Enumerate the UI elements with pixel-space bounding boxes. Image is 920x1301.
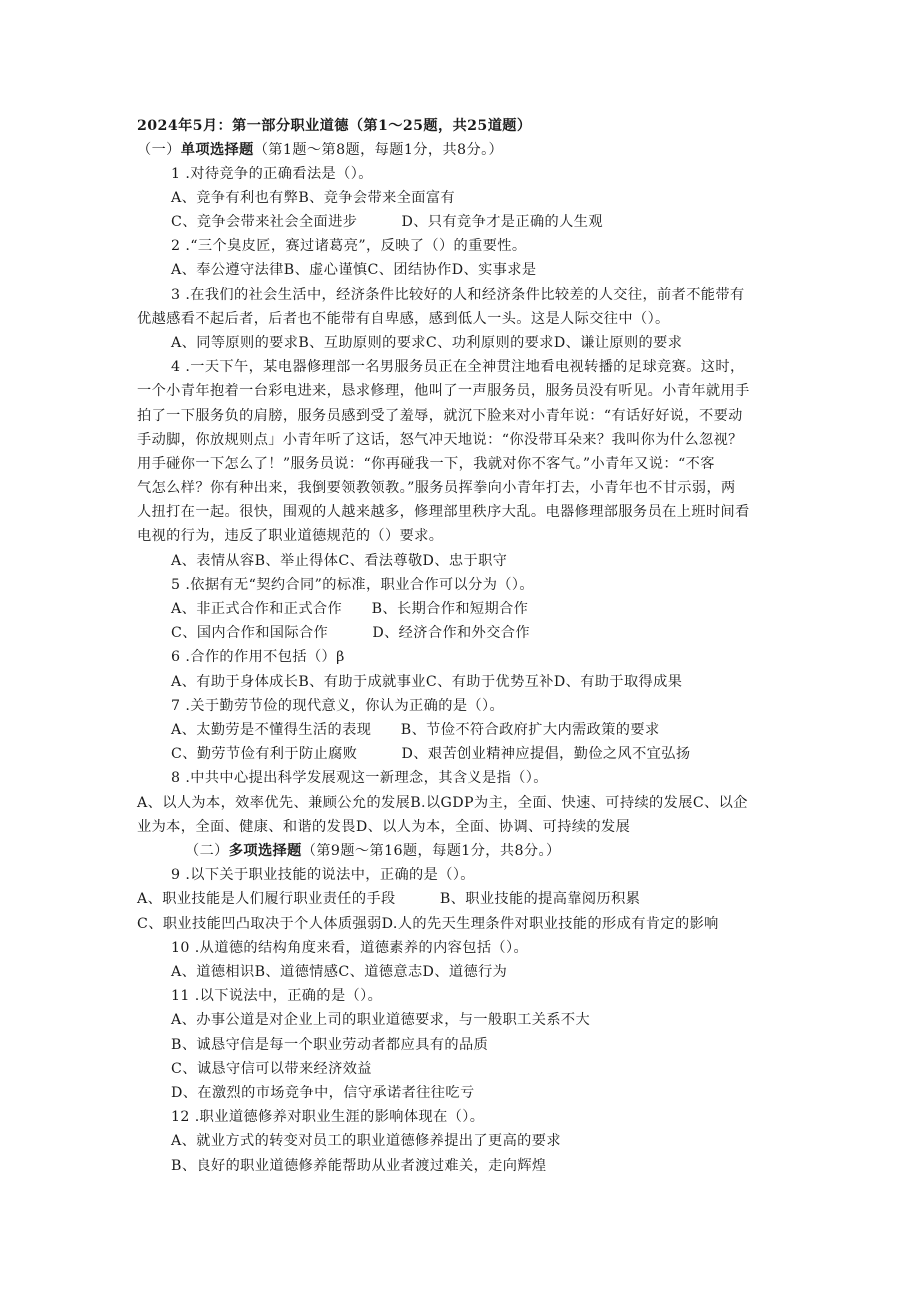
option-line: C、诚恳守信可以带来经济效益 bbox=[171, 1061, 372, 1077]
section-heading-single-choice bbox=[137, 138, 503, 162]
option-line: A、职业技能是人们履行职业责任的手段 B、职业技能的提高靠阅历积累 bbox=[137, 891, 641, 907]
option-line: A、就业方式的转变对员工的职业道德修养提出了更高的要求 bbox=[171, 1133, 561, 1149]
option-line: B、良好的职业道德修养能帮助从业者渡过难关，走向辉煌 bbox=[171, 1158, 547, 1174]
section-heading-prefix: （一） bbox=[137, 142, 181, 158]
question-line: 电视的行为，违反了职业道德规范的（）要求。 bbox=[137, 528, 444, 544]
option-line: A、办事公道是对企业上司的职业道德要求，与一般职工关系不大 bbox=[171, 1012, 591, 1028]
question-line: 8 .中共中心提出科学发展观这一新理念，其含义是指（）。 bbox=[171, 770, 548, 786]
question-line: 拍了一下服务负的肩膀，服务员感到受了羞辱，就沉下脸来对小青年说：“有话好好说，不要动 bbox=[137, 408, 743, 424]
section-heading-suffix: （第1题～第8题，每题1分，共8分。） bbox=[253, 142, 504, 158]
question-line: 4 .一天下午，某电器修理部一名男服务员正在全神贯注地看电视转播的足球竞赛。这时， bbox=[171, 359, 745, 375]
question-line: 人扭打在一起。很快，围观的人越来越多，修理部里秩序大乱。电器修理部服务员在上班时间看 bbox=[137, 504, 750, 520]
document-title: 2024年5月：第一部分职业道德（第1～25题，共25道题） bbox=[137, 118, 532, 134]
question-line: 5 .依据有无“契约合同”的标准，职业合作可以分为（）。 bbox=[171, 577, 534, 593]
option-line: A、表情从容B、举止得体C、看法尊敬D、忠于职守 bbox=[171, 553, 508, 569]
option-line: A、太勤劳是不懂得生活的表现 B、节俭不符合政府扩大内需政策的要求 bbox=[171, 722, 660, 738]
option-line: A、以人为本，效率优先、兼顾公允的发展B.以GDP为主，全面、快速、可持续的发展C、以企 bbox=[137, 795, 748, 811]
question-line: 用手碰你一下怎么了！”服务员说：“你再碰我一下，我就对你不客气。”小青年又说：“不客 bbox=[137, 456, 715, 472]
option-line: A、竞争有利也有弊B、竞争会带来全面富有 bbox=[171, 190, 456, 206]
option-line: A、同等原则的要求B、互助原则的要求C、功利原则的要求D、谦让原则的要求 bbox=[171, 335, 683, 351]
section-heading-title: 多项选择题 bbox=[228, 843, 302, 859]
question-line: 10 .从道德的结构角度来看，道德素养的内容包括（）。 bbox=[171, 940, 529, 956]
option-line: A、有助于身体成长B、有助于成就事业C、有助于优势互补D、有助于取得成果 bbox=[171, 674, 683, 690]
question-line: 手动脚，你放规则点」小青年听了这话，怒气冲天地说：“你没带耳朵来？我叫你为什么忽视？ bbox=[137, 432, 743, 448]
option-line: D、在激烈的市场竞争中，信守承诺者往往吃亏 bbox=[171, 1085, 475, 1101]
option-line: A、奉公遵守法律B、虚心谨慎C、团结协作D、实事求是 bbox=[171, 262, 537, 278]
question-line: 优越感看不起后者，后者也不能带有自卑感，感到低人一头。这是人际交往中（）。 bbox=[137, 311, 670, 327]
question-line: 2 .“三个臭皮匠，赛过诸葛亮”，反映了（）的重要性。 bbox=[171, 238, 527, 254]
question-line: 气怎么样？你有种出来，我倒要领教领教。”服务员挥拳向小青年打去，小青年也不甘示弱，两 bbox=[137, 480, 736, 496]
option-line: 业为本，全面、健康、和谐的发畏D、以人为本，全面、协调、可持续的发展 bbox=[137, 819, 631, 835]
section-heading-title: 单项选择题 bbox=[180, 142, 254, 158]
question-line: 11 .以下说法中，正确的是（）。 bbox=[171, 988, 383, 1004]
question-line: 7 .关于勤劳节俭的现代意义，你认为正确的是（）。 bbox=[171, 698, 505, 714]
option-line: A、道德相识B、道德情感C、道德意志D、道德行为 bbox=[171, 964, 508, 980]
option-line: C、勤劳节俭有利于防止腐败 D、艰苦创业精神应提倡，勤俭之风不宜弘扬 bbox=[171, 746, 691, 762]
section-heading-suffix: （第9题～第16题，每题1分，共8分。） bbox=[301, 843, 561, 859]
option-line: C、竞争会带来社会全面进步 D、只有竞争才是正确的人生观 bbox=[171, 214, 603, 230]
question-line: 一个小青年抱着一台彩电进来，恳求修理，他叫了一声服务员，服务员没有听见。小青年就用手 bbox=[137, 383, 750, 399]
option-line: A、非正式合作和正式合作 B、长期合作和短期合作 bbox=[171, 601, 529, 617]
question-line: 12 .职业道德修养对职业生涯的影响体现在（）。 bbox=[171, 1109, 485, 1125]
option-line: C、国内合作和国际合作 D、经济合作和外交合作 bbox=[171, 625, 530, 641]
section-heading-multiple-choice bbox=[185, 839, 561, 863]
option-line: C、职业技能凹凸取决于个人体质强弱D.人的先天生理条件对职业技能的形成有肯定的影响 bbox=[137, 916, 719, 932]
section-heading-prefix: （二） bbox=[185, 843, 229, 859]
option-line: B、诚恳守信是每一个职业劳动者都应具有的品质 bbox=[171, 1037, 489, 1053]
question-line: 3 .在我们的社会生活中，经济条件比较好的人和经济条件比较差的人交往，前者不能带有 bbox=[171, 287, 745, 303]
question-line: 1 .对待竞争的正确看法是（）。 bbox=[171, 166, 373, 182]
question-line: 6 .合作的作用不包括（）β bbox=[171, 649, 345, 665]
question-line: 9 .以下关于职业技能的说法中，正确的是（）。 bbox=[171, 867, 475, 883]
